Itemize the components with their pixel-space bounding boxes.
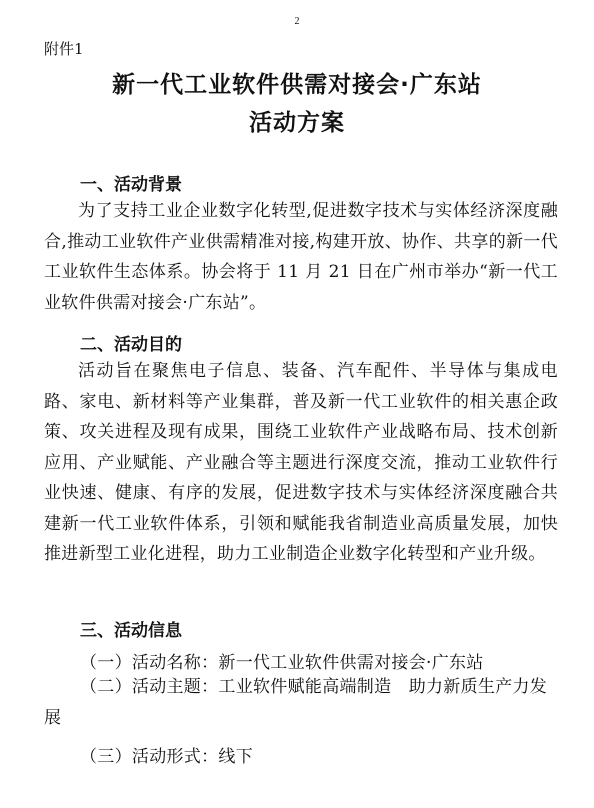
- info-item-theme: （二）活动主题：工业软件赋能高端制造 助力新质生产力发展: [44, 677, 548, 728]
- section-paragraph-purpose: 活动旨在聚焦电子信息、装备、汽车配件、半导体与集成电路、家电、新材料等产业集群，普及新一代工业软件的相关惠企政策、攻关进程及现有成果，围绕工业软件产业战略布局、技术创新应用、产业赋能、产业融合等主题进行深度交流，推动工业软件行业快速、健康、有序的发展，促进数字技术与实体经济深度融合共建新一代工业软件体系，引领和赋能我省制造业高质量发展，加快推进新型工业化进程，助力工业制造企业数字化转型和产业升级。: [44, 361, 558, 564]
- attachment-label: 附件1: [44, 40, 84, 58]
- page-number: 2: [294, 16, 300, 27]
- section-heading-info: 三、活动信息: [80, 621, 182, 641]
- info-item-name: （一）活动名称：新一代工业软件供需对接会·广东站: [80, 653, 484, 673]
- section-paragraph-background: 为了支持工业企业数字化转型,促进数字技术与实体经济深度融合,推动工业软件产业供需精准对接,构建开放、协作、共享的新一代工业软件生态体系。协会将于 11 月 21 日在广州市举办“新一代工业软件供需对接会·广东站”。: [44, 201, 558, 313]
- section-heading-background: 一、活动背景: [80, 175, 182, 195]
- section-heading-purpose: 二、活动目的: [80, 335, 182, 355]
- info-item-format: （三）活动形式：线下: [80, 747, 253, 767]
- document-subtitle: 活动方案: [249, 110, 345, 136]
- document-title: 新一代工业软件供需对接会·广东站: [112, 72, 482, 98]
